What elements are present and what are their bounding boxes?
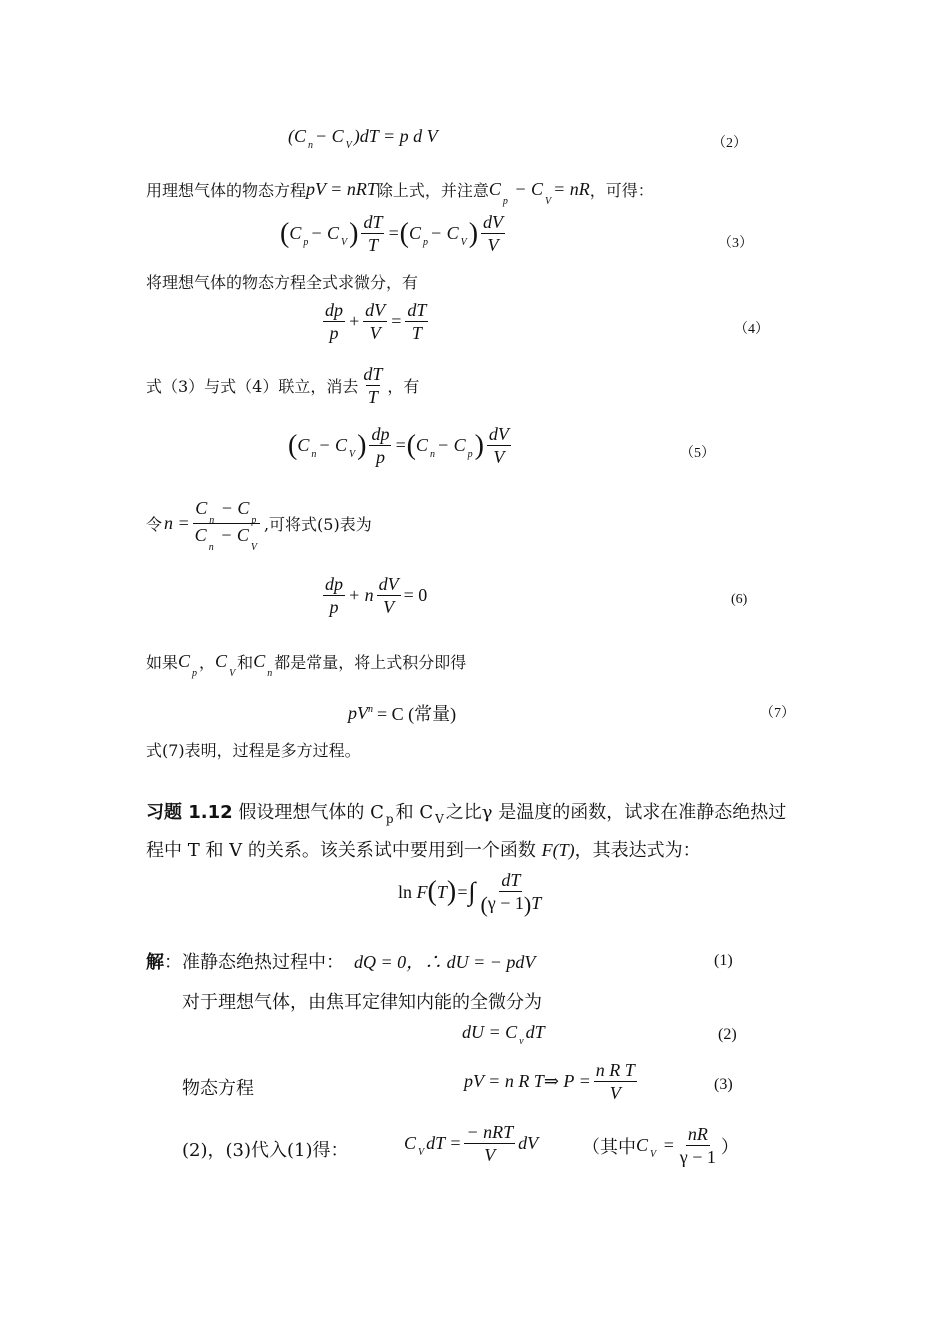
text-segment: ,可将式(5)表为: [263, 515, 372, 534]
equation-4-number: （4）: [734, 322, 769, 337]
equation-dU: dU = C v dT: [462, 1022, 545, 1047]
text-segment: ，可得：: [589, 181, 654, 200]
n-definition: n =: [164, 513, 190, 533]
solution-equation-1-number: (1): [714, 952, 733, 969]
text-segment: 之比γ 是温度的函数，试求在准静态绝热过: [445, 802, 787, 823]
equation-3: ( C p − C V ) $\frac{dT}{T}$ = ( C p − C V ) $\frac{dV}{V}$: [280, 212, 504, 255]
text-segment: 程中 T 和 V 的关系。该关系试中要用到一个函数: [146, 840, 536, 861]
text-segment: ，有: [387, 377, 420, 396]
text-segment: 假设理想气体的 C: [238, 802, 384, 823]
solution-label: 解: [146, 952, 164, 973]
text-combine-line: 式（3）与式（4）联立，消去 $\frac{dT}{T}$ ，有: [146, 364, 420, 407]
equation-substituted: C V dT = $\frac{\text{− nRT}}{V}$ dV: [404, 1122, 539, 1165]
cp-symbol: $C_p$: [178, 651, 198, 679]
text-segment: 和: [237, 653, 254, 672]
text-segment: 除上式，并注意: [376, 181, 489, 200]
text-segment: 式（3）与式（4）联立，消去: [146, 377, 359, 396]
cv-symbol: $C_V$: [215, 651, 236, 679]
equation-6-number: (6): [731, 592, 748, 607]
text-segment: （其中: [582, 1136, 636, 1158]
text-conclusion: 式(7)表明，过程是多方过程。: [146, 741, 361, 760]
text-segment: ：准静态绝热过程中：: [164, 952, 344, 973]
equation-2: (C n − C V )dT = p d V: [288, 126, 438, 151]
n-fraction: $\frac{C_n - C_p}{C_n - C_V}$: [193, 498, 261, 549]
equation-7-number: （7）: [760, 706, 795, 721]
text-segment: ）: [720, 1136, 739, 1158]
text-segment: ，其表达式为：: [574, 840, 701, 861]
subscript-v: V: [435, 812, 444, 826]
text-segment: 令: [146, 515, 163, 534]
equation-6: $\frac{dp}{p}$ + n $\frac{dV}{V}$ = 0: [325, 574, 428, 617]
function-f: F(T): [541, 840, 575, 860]
text-constants-line: [146, 650, 467, 679]
equation-lnF: ln F ( T ) = ∫ $\frac{dT}{(\gamma - 1)T}$: [398, 870, 542, 917]
solution-line-2: 对于理想气体，由焦耳定律知内能的全微分为: [182, 992, 542, 1013]
cv-note: （其中 C V = $\frac{nR}{\gamma - 1}$ ）: [582, 1124, 739, 1167]
equation-4: $\frac{dp}{p}$ + $\frac{dV}{V}$ = $\frac{dT}{T}$: [325, 300, 427, 343]
problem-label: 习题 1.12: [146, 802, 233, 823]
problem-line-1: [146, 798, 786, 824]
equation-3-number: （3）: [718, 236, 753, 251]
equation-2-number: （2）: [712, 136, 747, 151]
problem-line-2: [146, 836, 701, 862]
eos-formula: pV = nRT: [306, 179, 377, 199]
text-segment: 如果: [146, 653, 179, 672]
relation-rhs: = nR: [553, 179, 590, 199]
equation-5: ( C n − C V ) $\frac{dp}{p}$ = ( C n − C p ) $\frac{dV}{V}$: [288, 424, 509, 467]
text-differential-line: 将理想气体的物态方程全式求微分，有: [146, 273, 419, 292]
equation-state: pV = n R T ⇒ P = $\frac{\text{n R T}}{V}$: [464, 1060, 635, 1103]
equation-7: $pV^n$ = C (常量): [348, 700, 456, 726]
solution-equation-2-number: (2): [718, 1026, 737, 1043]
adiabatic-equation: dQ = 0，∴ dU = − pdV: [354, 952, 536, 972]
text-ideal-gas-line: [146, 178, 654, 207]
cn-symbol: $C_n$: [253, 651, 273, 679]
text-segment: 都是常量，将上式积分即得: [274, 653, 467, 672]
solution-equation-3-number: (3): [714, 1076, 733, 1093]
cp-cv-formula: $C_p - C_V$: [488, 179, 552, 207]
equation-7-rhs: = C (常量): [377, 704, 457, 724]
equation-5-number: （5）: [680, 446, 715, 461]
text-segment: 用理想气体的物态方程: [146, 181, 307, 200]
text-define-n-line: [146, 498, 372, 553]
solution-line-1: [146, 948, 535, 974]
solution-line-3: 物态方程: [182, 1078, 254, 1099]
text-segment: 和 C: [395, 802, 434, 823]
text-segment: ，: [199, 653, 216, 672]
subscript-p: p: [385, 812, 394, 826]
solution-line-4: (2)，(3)代入(1)得：: [182, 1140, 349, 1161]
